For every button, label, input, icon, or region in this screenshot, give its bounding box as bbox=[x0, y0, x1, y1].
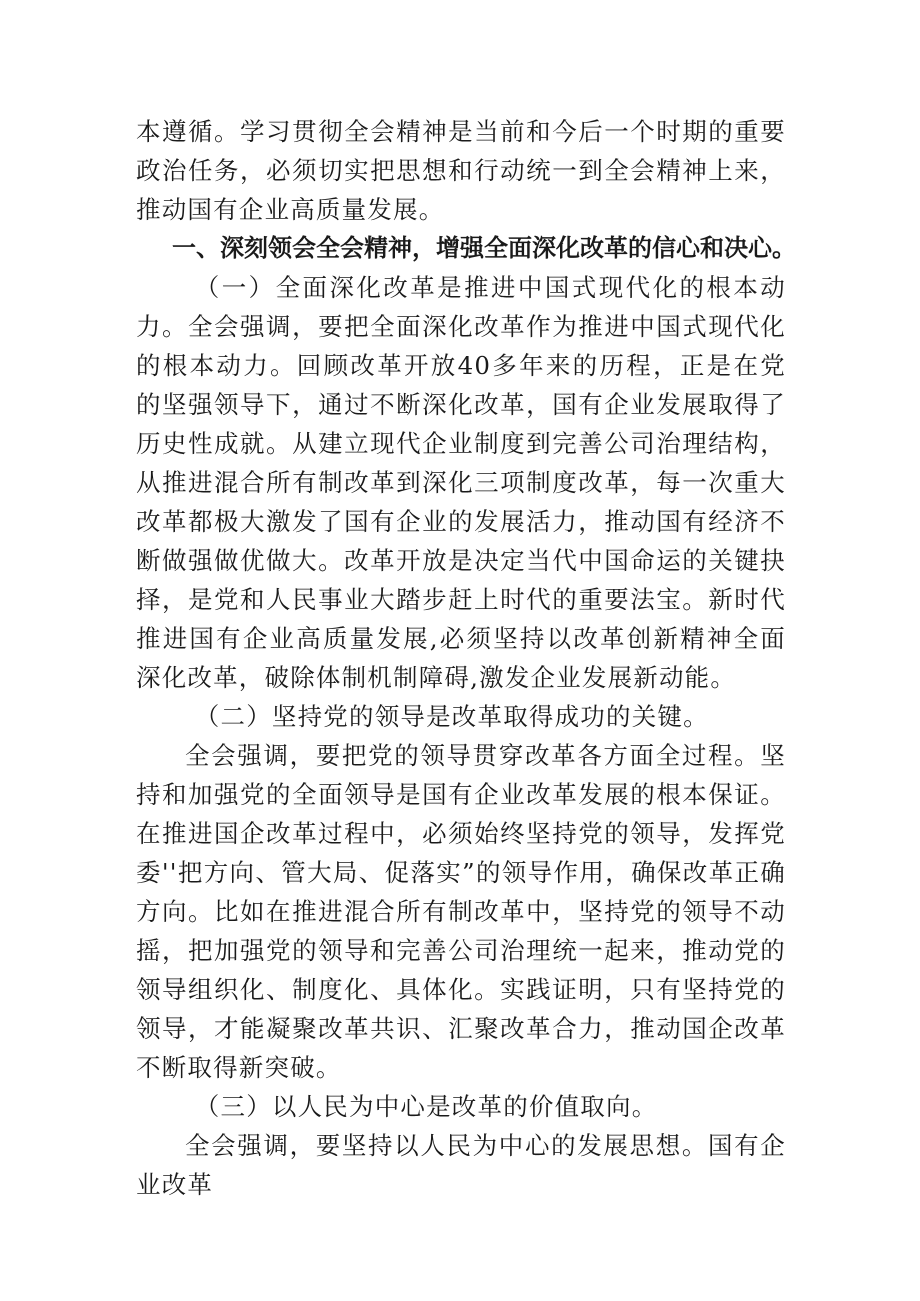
section-2-paragraph: 全会强调，要把党的领导贯穿改革各方面全过程。坚持和加强党的全面领导是国有企业改革发展的根本保证。在推进国企改革过程中，必须始终坚持党的领导，发挥党委''把方向、管大局、促落实”的领导作用，确保改革正确方向。比如在推进混合所有制改革中，坚持党的领导不动摇，把加强党的领导和完善公司治理统一起来，推动党的领导组织化、制度化、具体化。实践证明，只有坚持党的领导，才能凝聚改革共识、汇聚改革合力，推动国企改革不断取得新突破。 bbox=[136, 741, 786, 1082]
section-3-paragraph: 全会强调，要坚持以人民为中心的发展思想。国有企业改革 bbox=[136, 1131, 786, 1199]
document-body bbox=[136, 112, 796, 1204]
subheading-3: （三）以人民为中心是改革的价值取向。 bbox=[194, 1092, 658, 1121]
intro-paragraph: 本遵循。学习贯彻全会精神是当前和今后一个时期的重要政治任务，必须切实把思想和行动统一到全会精神上来，推动国有企业高质量发展。 bbox=[136, 117, 786, 224]
subheading-2: （二）坚持党的领导是改革取得成功的关键。 bbox=[194, 702, 709, 731]
section-heading-1: 一、深刻领会全会精神，增强全面深化改革的信心和决心。 bbox=[172, 234, 796, 262]
section-1-paragraph: （一）全面深化改革是推进中国式现代化的根本动力。全会强调，要把全面深化改革作为推进中国式现代化的根本动力。回顾改革开放40多年来的历程，正是在党的坚强领导下，通过不断深化改革，国有企业发展取得了历史性成就。从建立现代企业制度到完善公司治理结构，从推进混合所有制改革到深化三项制度改革，每一次重大改革都极大激发了国有企业的发展活力，推动国有经济不断做强做优做大。改革开放是决定当代中国命运的关键抉择，是党和人民事业大踏步赶上时代的重要法宝。新时代推进国有企业高质量发展,必须坚持以改革创新精神全面深化改革，破除体制机制障碍,激发企业发展新动能。 bbox=[136, 273, 786, 692]
